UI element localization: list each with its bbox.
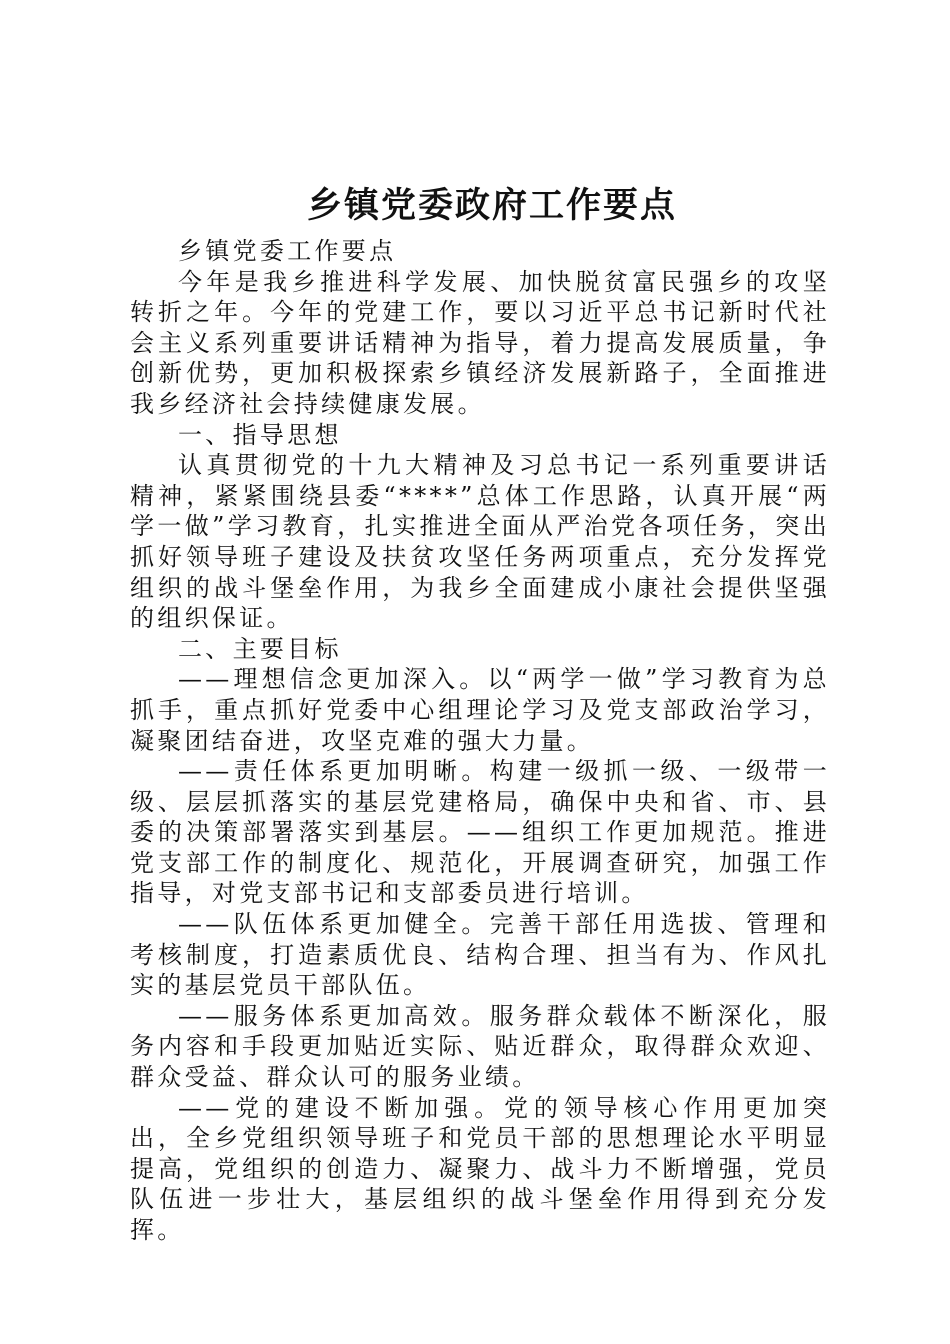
heading-guiding-ideology: 一、指导思想: [178, 420, 342, 449]
heading-main-goals: 二、主要目标: [178, 634, 342, 663]
document-title: 乡镇党委政府工作要点: [306, 185, 677, 226]
goal-paragraph-team: ——队伍体系更加健全。完善干部任用选拔、管理和考核制度，打造素质优良、结构合理、担当有为、作风扎实的基层党员干部队伍。: [130, 910, 830, 1000]
guiding-ideology-paragraph: 认真贯彻党的十九大精神及习总书记一系列重要讲话精神，紧紧围绕县委“****”总体工作思路，认真开展“两学一做”学习教育，扎实推进全面从严治党各项任务，突出抓好领导班子建设及扶贫攻坚任务两项重点，充分发挥党组织的战斗堡垒作用，为我乡全面建成小康社会提供坚强的组织保证。: [130, 451, 830, 633]
section-subtitle: 乡镇党委工作要点: [178, 237, 397, 265]
goal-paragraph-party-building: ——党的建设不断加强。党的领导核心作用更加突出，全乡党组织领导班子和党员干部的思想理论水平明显提高，党组织的创造力、凝聚力、战斗力不断增强，党员队伍进一步壮大，基层组织的战斗堡垒作用得到充分发挥。: [130, 1093, 830, 1244]
document-page: [130, 180, 830, 1246]
goal-paragraph-responsibility: ——责任体系更加明晰。构建一级抓一级、一级带一级、层层抓落实的基层党建格局，确保中央和省、市、县委的决策部署落实到基层。——组织工作更加规范。推进党支部工作的制度化、规范化，开展调查研究，加强工作指导，对党支部书记和支部委员进行培训。: [130, 757, 830, 908]
goal-paragraph-beliefs: ——理想信念更加深入。以“两学一做”学习教育为总抓手，重点抓好党委中心组理论学习及党支部政治学习，凝聚团结奋进，攻坚克难的强大力量。: [130, 665, 830, 755]
intro-paragraph: 今年是我乡推进科学发展、加快脱贫富民强乡的攻坚转折之年。今年的党建工作，要以习近平总书记新时代社会主义系列重要讲话精神为指导，着力提高发展质量，争创新优势，更加积极探索乡镇经济发展新路子，全面推进我乡经济社会持续健康发展。: [130, 267, 830, 418]
goal-paragraph-service: ——服务体系更加高效。服务群众载体不断深化，服务内容和手段更加贴近实际、贴近群众，取得群众欢迎、群众受益、群众认可的服务业绩。: [130, 1001, 830, 1092]
